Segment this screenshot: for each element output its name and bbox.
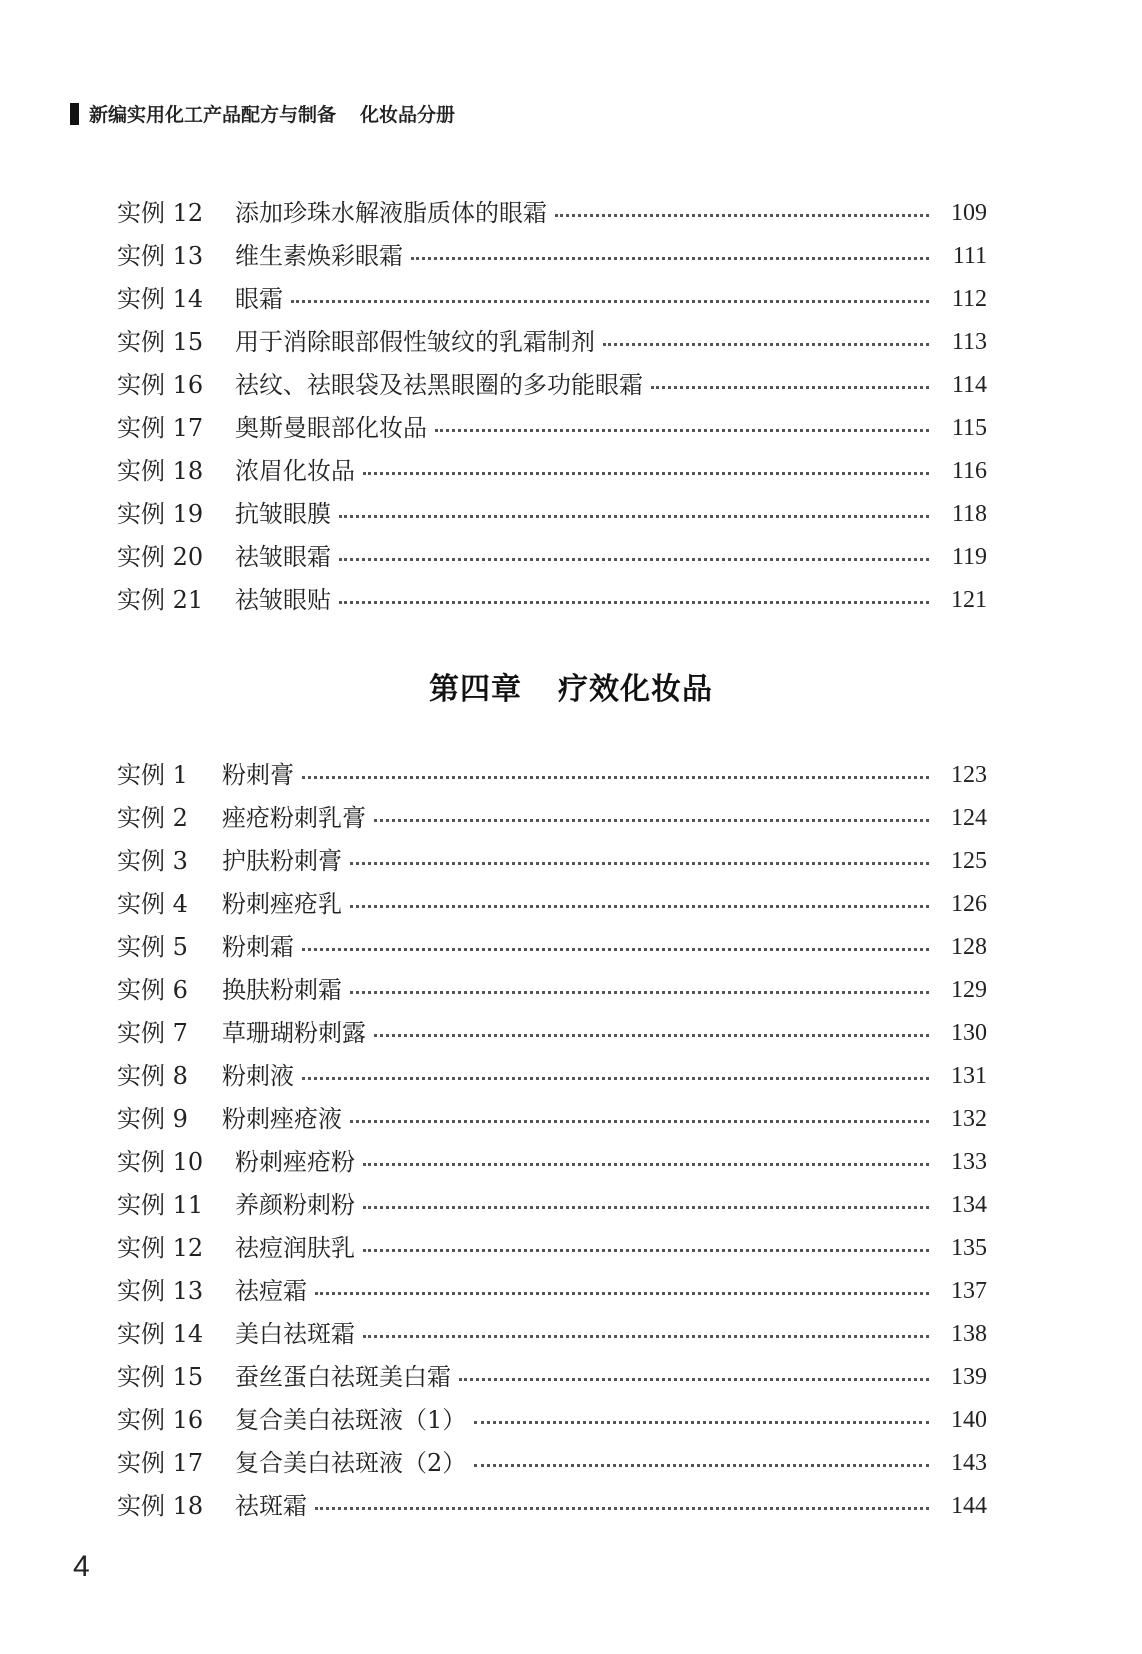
entry-number: 实例 2 (117, 804, 188, 832)
entry-title: 痤疮粉刺乳膏 (222, 804, 366, 832)
entry-page-number: 135 (951, 1235, 987, 1261)
toc-entry[interactable] (117, 579, 987, 622)
entry-number: 实例 6 (117, 976, 188, 1004)
toc-entry[interactable] (117, 883, 987, 926)
toc-entry[interactable] (117, 192, 987, 235)
dot-leader (315, 1507, 929, 1510)
entry-page-number: 139 (951, 1364, 987, 1390)
entry-number: 实例 8 (117, 1062, 188, 1090)
entry-page-number: 133 (951, 1149, 987, 1175)
dot-leader (315, 1292, 929, 1295)
entry-page-number: 126 (951, 891, 987, 917)
entry-title: 眼霜 (235, 285, 283, 313)
entry-page-number: 114 (951, 372, 987, 398)
entry-title: 复合美白祛斑液（2） (235, 1449, 467, 1477)
entry-number: 实例 13 (117, 242, 204, 270)
entry-page-number: 138 (951, 1321, 987, 1347)
toc-entry[interactable] (117, 1055, 987, 1098)
dot-leader (339, 558, 929, 561)
entry-number: 实例 11 (117, 1191, 204, 1219)
dot-leader (411, 257, 929, 260)
toc-entry[interactable] (117, 278, 987, 321)
entry-number: 实例 12 (117, 199, 204, 227)
toc-entry[interactable] (117, 1098, 987, 1141)
toc-entry[interactable] (117, 754, 987, 797)
entry-number: 实例 7 (117, 1019, 188, 1047)
entry-title: 奥斯曼眼部化妆品 (235, 414, 427, 442)
entry-page-number: 115 (951, 415, 987, 441)
entry-title: 维生素焕彩眼霜 (235, 242, 403, 270)
entry-title: 粉刺液 (222, 1062, 294, 1090)
page-number: 4 (73, 1550, 90, 1583)
entry-title: 粉刺霜 (222, 933, 294, 961)
dot-leader (474, 1464, 929, 1467)
dot-leader (302, 948, 929, 951)
dot-leader (339, 601, 929, 604)
entry-title: 祛皱眼霜 (235, 543, 331, 571)
entry-number: 实例 21 (117, 586, 204, 614)
dot-leader (350, 905, 929, 908)
toc-entry[interactable] (117, 1270, 987, 1313)
dot-leader (350, 862, 929, 865)
running-head (70, 100, 455, 127)
entry-number: 实例 4 (117, 890, 188, 918)
toc-entry[interactable] (117, 1184, 987, 1227)
entry-number: 实例 14 (117, 285, 204, 313)
entry-page-number: 131 (951, 1063, 987, 1089)
entry-page-number: 140 (951, 1407, 987, 1433)
entry-title: 美白祛斑霜 (235, 1320, 355, 1348)
toc-entry[interactable] (117, 1399, 987, 1442)
dot-leader (651, 386, 929, 389)
toc-entry[interactable] (117, 1485, 987, 1528)
entry-number: 实例 3 (117, 847, 188, 875)
dot-leader (603, 343, 929, 346)
volume-title: 化妆品分册 (360, 104, 456, 126)
toc-entry[interactable] (117, 536, 987, 579)
dot-leader (363, 1249, 929, 1252)
entry-number: 实例 12 (117, 1234, 204, 1262)
dot-leader (302, 1077, 929, 1080)
toc-entry[interactable] (117, 1141, 987, 1184)
dot-leader (363, 1206, 929, 1209)
header-bar-mark (70, 103, 79, 125)
entry-page-number: 137 (951, 1278, 987, 1304)
toc-entry[interactable] (117, 450, 987, 493)
toc-list-eye-products (117, 192, 987, 622)
entry-title: 抗皱眼膜 (235, 500, 331, 528)
toc-entry[interactable] (117, 1012, 987, 1055)
entry-page-number: 129 (951, 977, 987, 1003)
entry-number: 实例 20 (117, 543, 204, 571)
entry-number: 实例 14 (117, 1320, 204, 1348)
dot-leader (374, 819, 929, 822)
entry-number: 实例 18 (117, 1492, 204, 1520)
dot-leader (435, 429, 929, 432)
series-title: 新编实用化工产品配方与制备 (89, 104, 337, 126)
entry-number: 实例 17 (117, 414, 204, 442)
entry-number: 实例 10 (117, 1148, 204, 1176)
toc-entry[interactable] (117, 1227, 987, 1270)
entry-title: 祛痘润肤乳 (235, 1234, 355, 1262)
entry-title: 添加珍珠水解液脂质体的眼霜 (235, 199, 547, 227)
entry-number: 实例 1 (117, 761, 188, 789)
entry-page-number: 144 (951, 1493, 987, 1519)
toc-entry[interactable] (117, 235, 987, 278)
entry-title: 祛皱眼贴 (235, 586, 331, 614)
entry-number: 实例 18 (117, 457, 204, 485)
toc-entry[interactable] (117, 797, 987, 840)
dot-leader (291, 300, 929, 303)
dot-leader (555, 214, 929, 217)
toc-entry[interactable] (117, 1442, 987, 1485)
entry-number: 实例 5 (117, 933, 188, 961)
entry-number: 实例 17 (117, 1449, 204, 1477)
chapter-heading (0, 664, 1142, 708)
dot-leader (350, 1120, 929, 1123)
entry-title: 祛斑霜 (235, 1492, 307, 1520)
dot-leader (363, 472, 929, 475)
entry-page-number: 123 (951, 762, 987, 788)
entry-title: 用于消除眼部假性皱纹的乳霜制剂 (235, 328, 595, 356)
entry-page-number: 132 (951, 1106, 987, 1132)
entry-number: 实例 16 (117, 371, 204, 399)
entry-number: 实例 16 (117, 1406, 204, 1434)
toc-entry[interactable] (117, 969, 987, 1012)
entry-page-number: 111 (952, 243, 987, 269)
entry-page-number: 118 (951, 501, 987, 527)
dot-leader (374, 1034, 929, 1037)
toc-entry[interactable] (117, 493, 987, 536)
entry-title: 粉刺痤疮粉 (235, 1148, 355, 1176)
entry-page-number: 130 (951, 1020, 987, 1046)
toc-entry[interactable] (117, 1313, 987, 1356)
dot-leader (363, 1335, 929, 1338)
chapter-title: 疗效化妆品 (558, 672, 713, 707)
entry-page-number: 124 (951, 805, 987, 831)
entry-page-number: 125 (951, 848, 987, 874)
dot-leader (302, 776, 929, 779)
toc-entry[interactable] (117, 407, 987, 450)
toc-entry[interactable] (117, 364, 987, 407)
toc-entry[interactable] (117, 840, 987, 883)
toc-entry[interactable] (117, 1356, 987, 1399)
dot-leader (350, 991, 929, 994)
entry-page-number: 113 (951, 329, 987, 355)
entry-title: 复合美白祛斑液（1） (235, 1406, 467, 1434)
dot-leader (363, 1163, 929, 1166)
entry-page-number: 128 (951, 934, 987, 960)
entry-title: 护肤粉刺膏 (222, 847, 342, 875)
entry-title: 粉刺痤疮液 (222, 1105, 342, 1133)
entry-title: 养颜粉刺粉 (235, 1191, 355, 1219)
entry-page-number: 143 (951, 1450, 987, 1476)
dot-leader (474, 1421, 929, 1424)
entry-page-number: 121 (951, 587, 987, 613)
entry-page-number: 109 (951, 200, 987, 226)
entry-page-number: 134 (951, 1192, 987, 1218)
entry-number: 实例 9 (117, 1105, 188, 1133)
toc-entry[interactable] (117, 321, 987, 364)
toc-list-therapeutic-cosmetics (117, 754, 987, 1528)
dot-leader (339, 515, 929, 518)
entry-title: 草珊瑚粉刺露 (222, 1019, 366, 1047)
entry-number: 实例 15 (117, 1363, 204, 1391)
entry-page-number: 116 (951, 458, 987, 484)
entry-title: 蚕丝蛋白祛斑美白霜 (235, 1363, 451, 1391)
entry-title: 粉刺痤疮乳 (222, 890, 342, 918)
chapter-number: 第四章 (429, 672, 522, 707)
entry-title: 浓眉化妆品 (235, 457, 355, 485)
entry-number: 实例 15 (117, 328, 204, 356)
toc-entry[interactable] (117, 926, 987, 969)
entry-number: 实例 19 (117, 500, 204, 528)
entry-page-number: 112 (951, 286, 987, 312)
entry-title: 粉刺膏 (222, 761, 294, 789)
entry-page-number: 119 (951, 544, 987, 570)
entry-number: 实例 13 (117, 1277, 204, 1305)
entry-title: 祛纹、祛眼袋及祛黑眼圈的多功能眼霜 (235, 371, 643, 399)
entry-title: 换肤粉刺霜 (222, 976, 342, 1004)
dot-leader (459, 1378, 929, 1381)
entry-title: 祛痘霜 (235, 1277, 307, 1305)
